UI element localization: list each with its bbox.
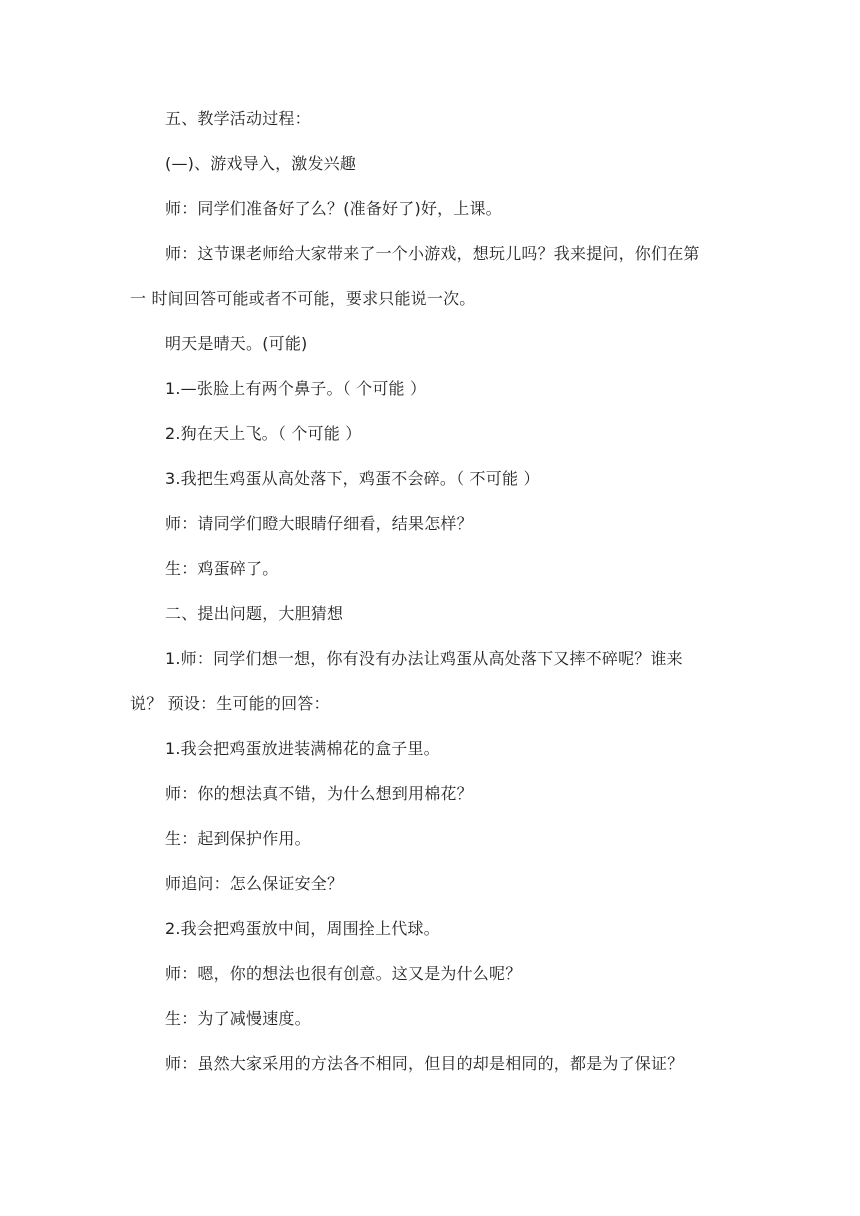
list-item: 1.我会把鸡蛋放进装满棉花的盒子里。 — [165, 739, 440, 758]
list-item: 2.我会把鸡蛋放中间，周围拴上代球。 — [165, 919, 440, 938]
text-line: 师：同学们准备好了么？(准备好了)好，上课。 — [165, 199, 502, 218]
list-item: 1.—张脸上有两个鼻子。（ 个可能 ） — [165, 379, 427, 398]
section-heading: 二、提出问题，大胆猜想 — [165, 604, 344, 623]
text-line: 1.师：同学们想一想，你有没有办法让鸡蛋从高处落下又摔不碎呢？谁来 — [165, 649, 683, 668]
text-line: 师：嗯，你的想法也很有创意。这又是为什么呢？ — [165, 964, 522, 983]
subsection-heading: (—)、游戏导入，激发兴趣 — [165, 154, 357, 173]
text-line: 明天是晴天。(可能) — [165, 334, 308, 353]
text-line-continued: 一 时间回答可能或者不可能，要求只能说一次。 — [130, 289, 476, 308]
list-item: 3.我把生鸡蛋从高处落下，鸡蛋不会碎。（ 不可能 ） — [165, 469, 540, 488]
section-heading: 五、教学活动过程： — [165, 109, 311, 128]
text-line: 师：虽然大家采用的方法各不相同，但目的却是相同的，都是为了保证？ — [165, 1054, 684, 1073]
text-line: 师：这节课老师给大家带来了一个小游戏，想玩儿吗？我来提问，你们在第 — [165, 244, 700, 263]
text-line-continued: 说？ 预设：生可能的回答： — [130, 694, 330, 713]
text-line: 师追问：怎么保证安全？ — [165, 874, 344, 893]
text-line: 生：起到保护作用。 — [165, 829, 311, 848]
list-item: 2.狗在天上飞。（ 个可能 ） — [165, 424, 362, 443]
text-line: 师：你的想法真不错，为什么想到用棉花？ — [165, 784, 473, 803]
text-line: 生：鸡蛋碎了。 — [165, 559, 279, 578]
text-line: 师：请同学们瞪大眼睛仔细看，结果怎样？ — [165, 514, 473, 533]
text-line: 生：为了减慢速度。 — [165, 1009, 311, 1028]
